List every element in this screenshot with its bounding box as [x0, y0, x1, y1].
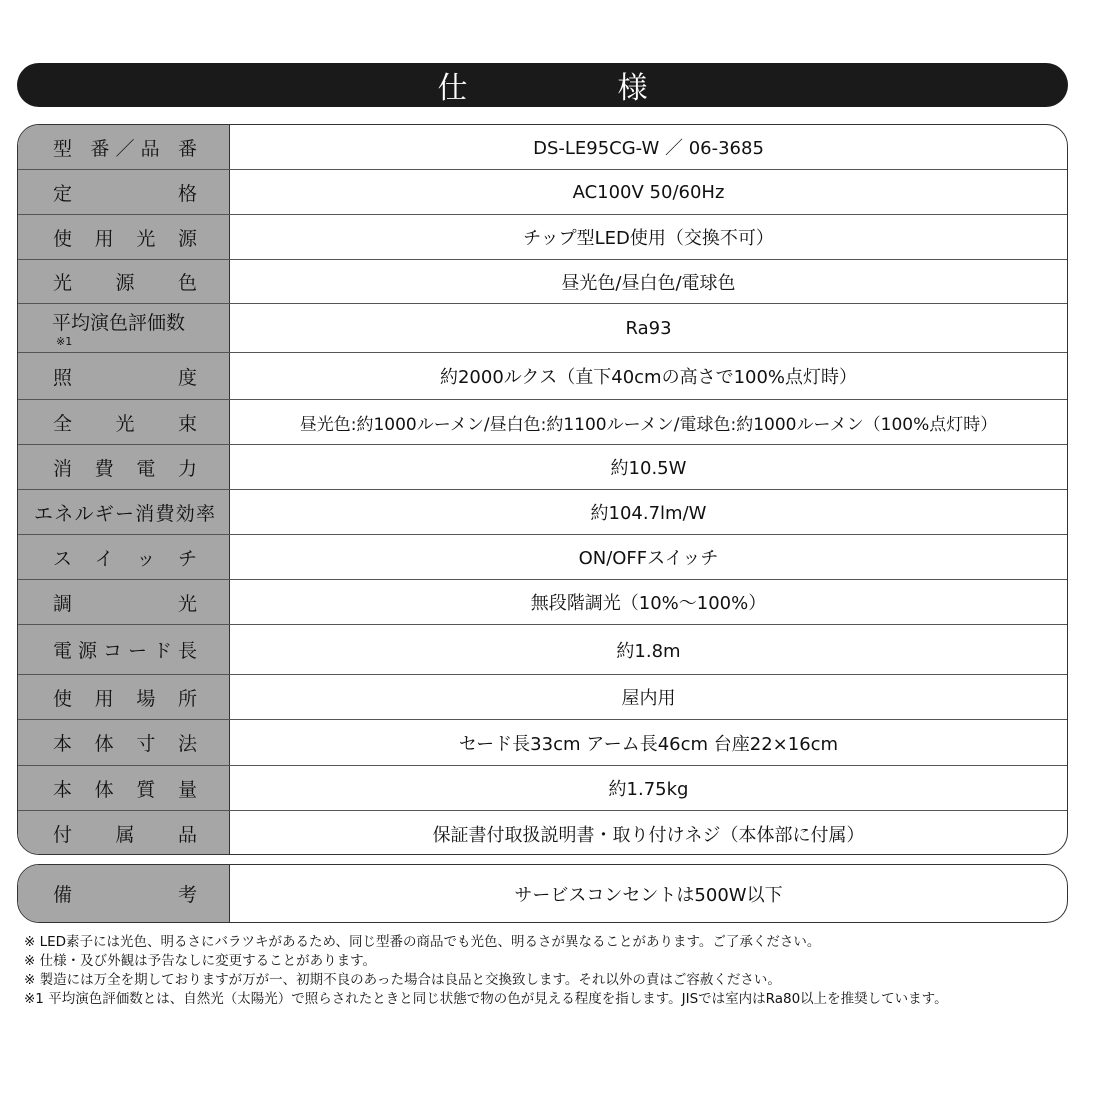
- row-label: 調 光: [18, 580, 230, 624]
- row-label: 使 用 光 源: [18, 215, 230, 259]
- footnote-marker: ※1: [56, 335, 73, 348]
- table-row: [18, 624, 1067, 674]
- footnotes: [24, 933, 1084, 1009]
- footnote: ※ LED素子には光色、明るさにバラツキがあるため、同じ型番の商品でも光色、明るさが異なることがあります。ご了承ください。: [24, 934, 821, 950]
- spec-title: 仕 様: [17, 63, 1068, 107]
- table-row: [18, 579, 1067, 624]
- footnote: ※ 仕様・及び外観は予告なしに変更することがあります。: [24, 953, 377, 969]
- row-label: ス イ ッ チ: [18, 535, 230, 579]
- row-label: 光 源 色: [18, 260, 230, 303]
- row-label: 消 費 電 力: [18, 445, 230, 489]
- row-value: 約1.8m: [616, 640, 681, 662]
- row-value: DS-LE95CG-W ／ 06-3685: [533, 138, 764, 159]
- row-value: 保証書付取扱説明書・取り付けネジ（本体部に付属）: [432, 824, 865, 846]
- row-value: AC100V 50/60Hz: [572, 181, 725, 203]
- table-row: [18, 810, 1067, 855]
- row-value: 無段階調光（10%〜100%）: [530, 593, 767, 614]
- row-label: 平均演色評価数 ※1: [18, 304, 230, 352]
- table-row: [18, 259, 1067, 303]
- table-row: [18, 352, 1067, 399]
- row-value: セード長33cm アーム長46cm 台座22×16cm: [458, 733, 839, 755]
- remarks-value: サービスコンセントは500W以下: [514, 884, 783, 906]
- remarks-label: 備 考: [18, 865, 230, 922]
- row-label: エネルギー消費効率: [18, 490, 230, 534]
- row-label: 照 度: [18, 353, 230, 399]
- table-row: [18, 719, 1067, 765]
- row-label: 本 体 寸 法: [18, 720, 230, 765]
- row-label: 付 属 品: [18, 811, 230, 855]
- row-value: 約1.75kg: [608, 779, 689, 800]
- table-row: [18, 674, 1067, 719]
- table-row: [18, 169, 1067, 214]
- table-row: [18, 765, 1067, 810]
- table-row: [18, 489, 1067, 534]
- row-label: 使 用 場 所: [18, 675, 230, 719]
- table-row: [18, 125, 1067, 169]
- remarks-row: [17, 864, 1068, 923]
- table-row: [18, 214, 1067, 259]
- spec-table: [17, 124, 1068, 855]
- table-row: [18, 303, 1067, 352]
- row-value: ON/OFFスイッチ: [578, 548, 719, 569]
- row-label: 定 格: [18, 170, 230, 214]
- row-value: 屋内用: [621, 688, 676, 709]
- row-value: 昼光色/昼白色/電球色: [561, 272, 736, 294]
- footnote: ※1 平均演色評価数とは、自然光（太陽光）で照らされたときと同じ状態で物の色が見える程度を指します。JISでは室内はRa80以上を推奨しています。: [24, 991, 948, 1007]
- row-label: 全 光 束: [18, 400, 230, 444]
- row-value: 昼光色:約1000ルーメン/昼白色:約1100ルーメン/電球色:約1000ルーメン（100%点灯時）: [299, 414, 998, 435]
- row-value: 約104.7lm/W: [590, 503, 707, 524]
- table-row: [18, 399, 1067, 444]
- footnote: ※ 製造には万全を期しておりますが万が一、初期不良のあった場合は良品と交換致します。それ以外の責はご容赦ください。: [24, 972, 781, 988]
- row-value: 約2000ルクス（直下40cmの高さで100%点灯時）: [439, 367, 858, 388]
- table-row: [18, 534, 1067, 579]
- row-value: Ra93: [625, 317, 672, 339]
- row-label: 電源コード長: [18, 625, 230, 674]
- row-value: 約10.5W: [610, 458, 687, 479]
- table-row: [18, 444, 1067, 489]
- row-label: 型 番／品 番: [18, 125, 230, 169]
- row-value: チップ型LED使用（交換不可）: [523, 228, 774, 249]
- row-label: 本 体 質 量: [18, 766, 230, 810]
